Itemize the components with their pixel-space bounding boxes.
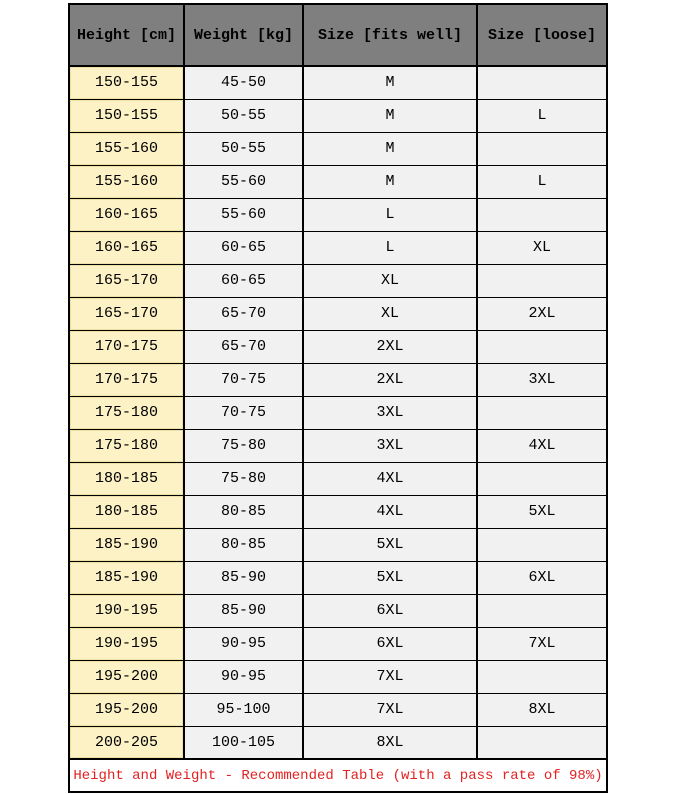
header-row xyxy=(69,4,607,66)
table-row xyxy=(69,396,607,429)
size-loose-cell xyxy=(477,528,607,561)
table-row xyxy=(69,429,607,462)
size-fits-well-cell: L xyxy=(303,198,477,231)
height-cell: 185-190 xyxy=(69,528,184,561)
weight-cell: 65-70 xyxy=(184,297,303,330)
size-fits-well-cell: 3XL xyxy=(303,429,477,462)
size-fits-well-cell: 2XL xyxy=(303,363,477,396)
size-loose-cell: 7XL xyxy=(477,627,607,660)
column-header-size-fits-well: Size [fits well] xyxy=(303,4,477,66)
weight-cell: 55-60 xyxy=(184,198,303,231)
table-row xyxy=(69,660,607,693)
height-cell: 155-160 xyxy=(69,132,184,165)
weight-cell: 70-75 xyxy=(184,363,303,396)
size-chart-page xyxy=(0,3,676,793)
size-fits-well-cell: M xyxy=(303,132,477,165)
weight-cell: 85-90 xyxy=(184,594,303,627)
size-fits-well-cell: 5XL xyxy=(303,528,477,561)
weight-cell: 70-75 xyxy=(184,396,303,429)
column-header-height-cm: Height [cm] xyxy=(69,4,184,66)
size-table-body xyxy=(69,66,607,759)
table-row xyxy=(69,594,607,627)
weight-cell: 85-90 xyxy=(184,561,303,594)
weight-cell: 75-80 xyxy=(184,462,303,495)
size-loose-cell xyxy=(477,726,607,759)
height-cell: 160-165 xyxy=(69,231,184,264)
size-fits-well-cell: 6XL xyxy=(303,594,477,627)
size-fits-well-cell: 4XL xyxy=(303,462,477,495)
size-loose-cell: 8XL xyxy=(477,693,607,726)
size-fits-well-cell: 8XL xyxy=(303,726,477,759)
size-loose-cell xyxy=(477,198,607,231)
height-cell: 195-200 xyxy=(69,660,184,693)
size-fits-well-cell: 5XL xyxy=(303,561,477,594)
height-cell: 175-180 xyxy=(69,396,184,429)
height-cell: 150-155 xyxy=(69,66,184,99)
weight-cell: 90-95 xyxy=(184,627,303,660)
size-loose-cell: 5XL xyxy=(477,495,607,528)
table-row xyxy=(69,627,607,660)
weight-cell: 55-60 xyxy=(184,165,303,198)
table-row xyxy=(69,297,607,330)
table-row xyxy=(69,231,607,264)
table-row xyxy=(69,198,607,231)
size-fits-well-cell: M xyxy=(303,165,477,198)
size-loose-cell xyxy=(477,660,607,693)
height-cell: 190-195 xyxy=(69,594,184,627)
size-loose-cell xyxy=(477,594,607,627)
table-row xyxy=(69,561,607,594)
table-row xyxy=(69,99,607,132)
size-loose-cell xyxy=(477,66,607,99)
height-cell: 195-200 xyxy=(69,693,184,726)
size-loose-cell: L xyxy=(477,165,607,198)
size-loose-cell: 2XL xyxy=(477,297,607,330)
size-fits-well-cell: 6XL xyxy=(303,627,477,660)
size-loose-cell xyxy=(477,264,607,297)
weight-cell: 80-85 xyxy=(184,528,303,561)
size-fits-well-cell: 3XL xyxy=(303,396,477,429)
height-cell: 170-175 xyxy=(69,330,184,363)
weight-cell: 90-95 xyxy=(184,660,303,693)
table-row xyxy=(69,495,607,528)
size-fits-well-cell: M xyxy=(303,99,477,132)
height-cell: 150-155 xyxy=(69,99,184,132)
size-loose-cell xyxy=(477,462,607,495)
size-fits-well-cell: 2XL xyxy=(303,330,477,363)
size-loose-cell xyxy=(477,330,607,363)
size-fits-well-cell: 4XL xyxy=(303,495,477,528)
size-loose-cell: 4XL xyxy=(477,429,607,462)
table-row xyxy=(69,726,607,759)
size-fits-well-cell: 7XL xyxy=(303,660,477,693)
size-loose-cell xyxy=(477,396,607,429)
table-row xyxy=(69,264,607,297)
table-row xyxy=(69,693,607,726)
size-fits-well-cell: XL xyxy=(303,264,477,297)
weight-cell: 60-65 xyxy=(184,264,303,297)
height-cell: 175-180 xyxy=(69,429,184,462)
weight-cell: 80-85 xyxy=(184,495,303,528)
table-row xyxy=(69,528,607,561)
height-cell: 180-185 xyxy=(69,462,184,495)
size-fits-well-cell: L xyxy=(303,231,477,264)
size-loose-cell: XL xyxy=(477,231,607,264)
table-caption: Height and Weight - Recommended Table (with a pass rate of 98%) xyxy=(69,759,607,792)
size-chart-table xyxy=(68,3,608,793)
size-fits-well-cell: 7XL xyxy=(303,693,477,726)
table-row xyxy=(69,330,607,363)
weight-cell: 50-55 xyxy=(184,99,303,132)
height-cell: 165-170 xyxy=(69,297,184,330)
column-header-weight-kg: Weight [kg] xyxy=(184,4,303,66)
height-cell: 185-190 xyxy=(69,561,184,594)
table-row xyxy=(69,66,607,99)
size-loose-cell: 6XL xyxy=(477,561,607,594)
size-loose-cell: L xyxy=(477,99,607,132)
weight-cell: 60-65 xyxy=(184,231,303,264)
weight-cell: 65-70 xyxy=(184,330,303,363)
height-cell: 200-205 xyxy=(69,726,184,759)
size-loose-cell: 3XL xyxy=(477,363,607,396)
caption-row xyxy=(69,759,607,792)
size-loose-cell xyxy=(477,132,607,165)
height-cell: 190-195 xyxy=(69,627,184,660)
table-row xyxy=(69,363,607,396)
weight-cell: 45-50 xyxy=(184,66,303,99)
weight-cell: 95-100 xyxy=(184,693,303,726)
weight-cell: 50-55 xyxy=(184,132,303,165)
weight-cell: 75-80 xyxy=(184,429,303,462)
height-cell: 170-175 xyxy=(69,363,184,396)
table-row xyxy=(69,462,607,495)
height-cell: 165-170 xyxy=(69,264,184,297)
table-row xyxy=(69,165,607,198)
height-cell: 155-160 xyxy=(69,165,184,198)
size-fits-well-cell: M xyxy=(303,66,477,99)
weight-cell: 100-105 xyxy=(184,726,303,759)
column-header-size-loose: Size [loose] xyxy=(477,4,607,66)
size-fits-well-cell: XL xyxy=(303,297,477,330)
table-row xyxy=(69,132,607,165)
height-cell: 180-185 xyxy=(69,495,184,528)
height-cell: 160-165 xyxy=(69,198,184,231)
